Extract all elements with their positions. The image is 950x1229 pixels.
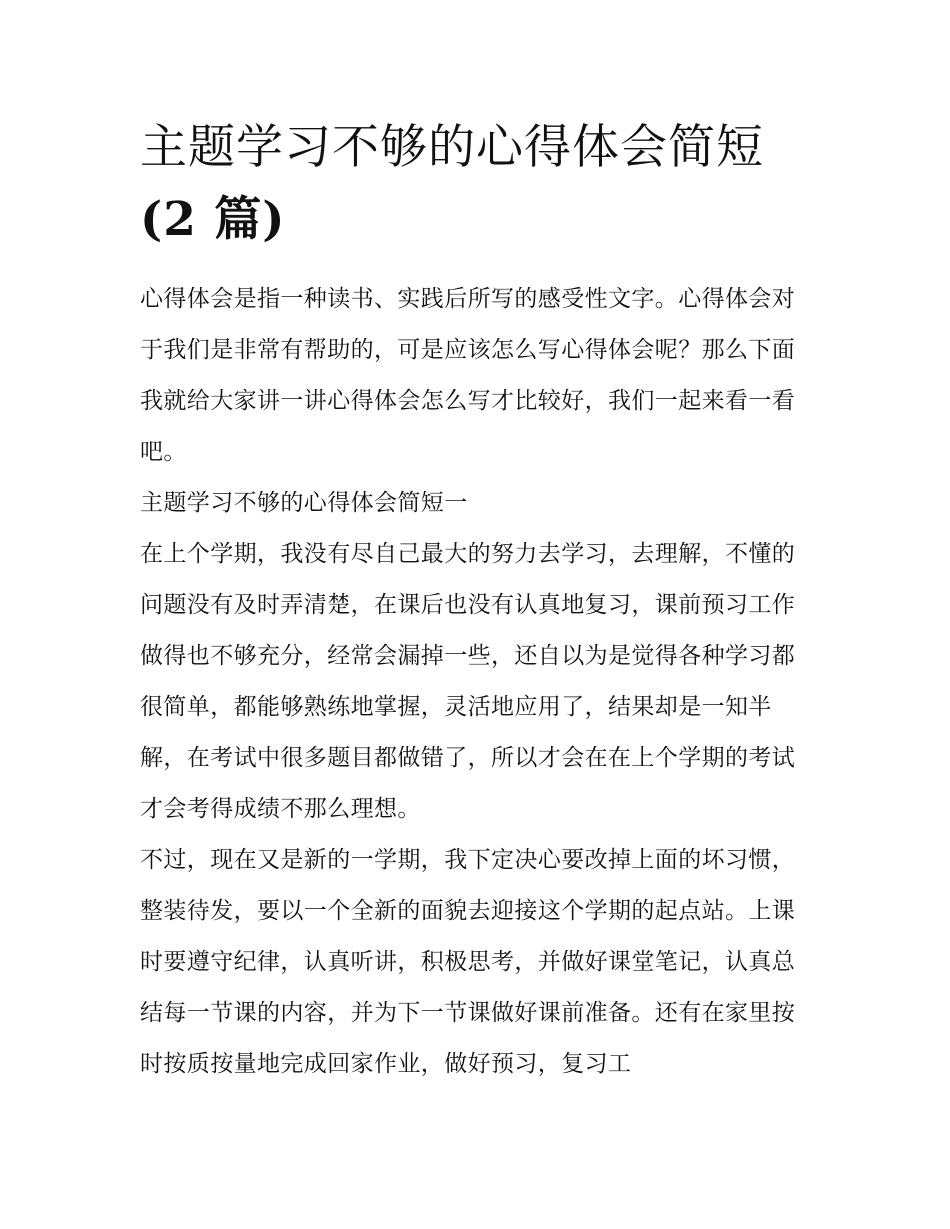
- document-title: [140, 112, 812, 256]
- section-heading: 主题学习不够的心得体会简短一: [140, 490, 468, 516]
- body-paragraph-1: 在上个学期，我没有尽自己最大的努力去学习，去理解，不懂的问题没有及时弄清楚，在课后也没有认真地复习，课前预习工作做得也不够充分，经常会漏掉一些，还自以为是觉得各种学习都很简单，都能够熟练地掌握，灵活地应用了，结果却是一知半解，在考试中很多题目都做错了，所以才会在在上个学期的考试才会考得成绩不那么理想。: [140, 541, 796, 822]
- title-line-1: 主题学习不够的心得体会简短: [140, 120, 764, 175]
- intro-paragraph: 心得体会是指一种读书、实践后所写的感受性文字。心得体会对于我们是非常有帮助的，可是应该怎么写心得体会呢？那么下面我就给大家讲一讲心得体会怎么写才比较好，我们一起来看一看吧。: [140, 286, 796, 465]
- body-paragraph-2: 不过，现在又是新的一学期，我下定决心要改掉上面的坏习惯，整装待发，要以一个全新的面貌去迎接这个学期的起点站。上课时要遵守纪律，认真听讲，积极思考，并做好课堂笔记，认真总结每一节课的内容，并为下一节课做好课前准备。还有在家里按时按质按量地完成回家作业，做好预习，复习工: [140, 847, 796, 1077]
- document-page: [140, 112, 812, 1090]
- title-line-2: (2 篇): [140, 192, 286, 247]
